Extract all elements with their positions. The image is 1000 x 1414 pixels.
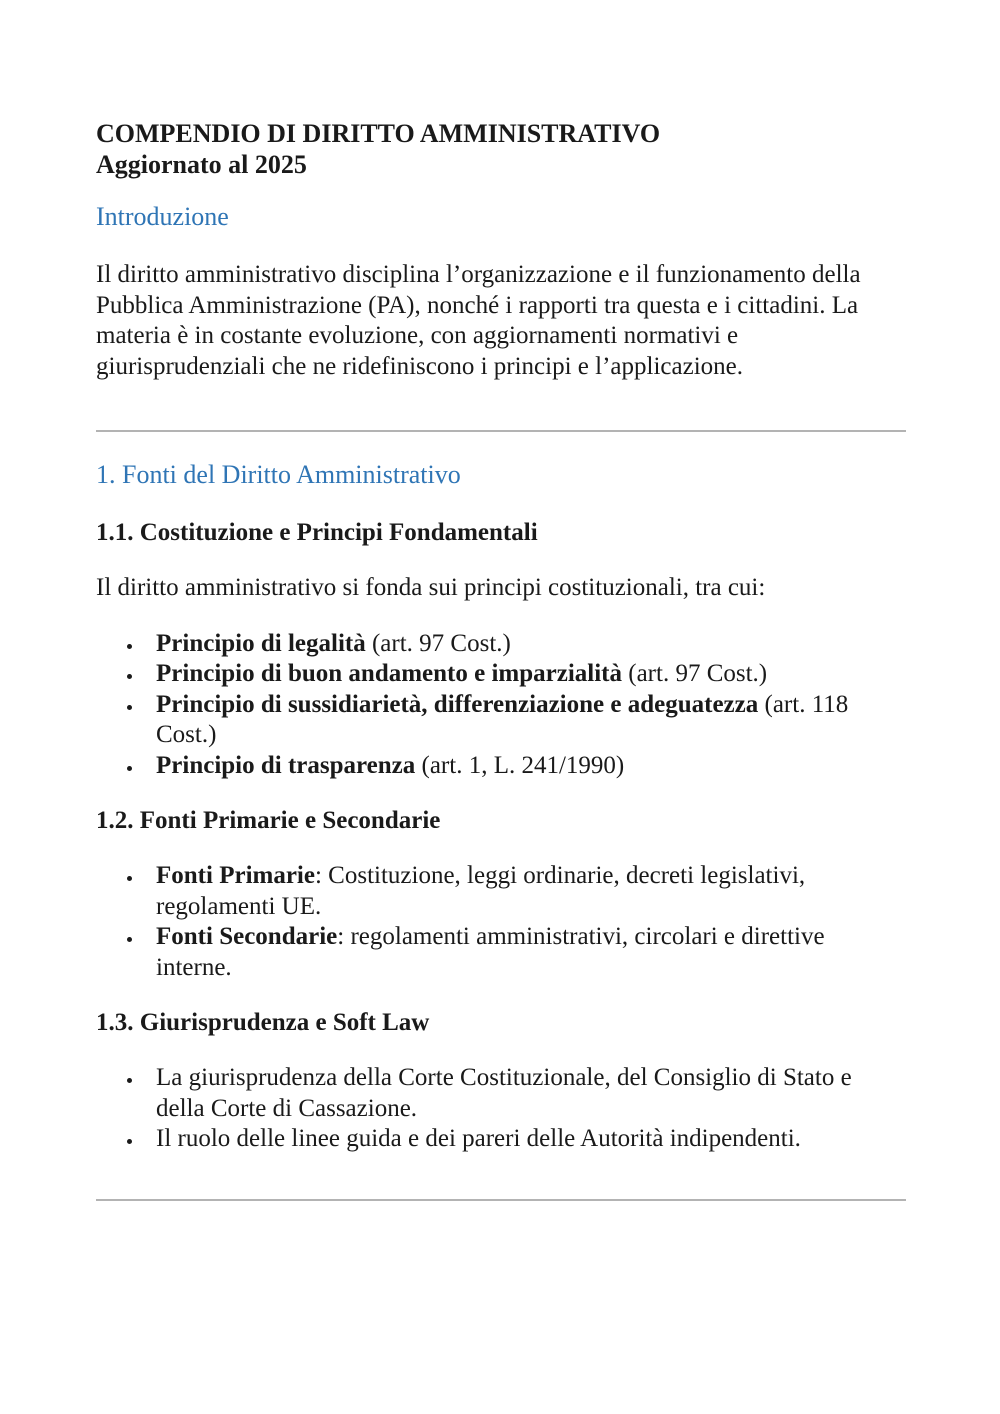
- list-item: [156, 659, 906, 690]
- subsection-1-1-paragraph: Il diritto amministrativo si fonda sui principi costituzionali, tra cui:: [96, 574, 766, 601]
- subsection-1-1-heading: 1.1. Costituzione e Principi Fondamentali: [96, 519, 538, 546]
- list-item: [156, 922, 906, 983]
- list-item: Il ruolo delle linee guida e dei pareri delle Autorità indipendenti.: [156, 1124, 906, 1155]
- title-line-subtitle: Aggiornato al 2025: [96, 150, 307, 179]
- document-title: [96, 118, 906, 180]
- document-page: [96, 118, 906, 1201]
- subsection-1-2-heading: 1.2. Fonti Primarie e Secondarie: [96, 807, 441, 834]
- list-item: [156, 861, 906, 922]
- list-item: La giurisprudenza della Corte Costituzionale, del Consiglio di Stato e della Corte di Cassazione.: [156, 1063, 906, 1124]
- list-item-text: : regolamenti amministrativi, circolari e direttive interne.: [156, 923, 825, 981]
- list-item: [156, 690, 906, 751]
- list-item-text: (art. 118 Cost.): [156, 690, 849, 748]
- list-item-text: (art. 97 Cost.): [365, 629, 511, 657]
- list-item-text: (art. 1, L. 241/1990): [415, 751, 625, 779]
- list-item-text: (art. 97 Cost.): [622, 660, 768, 687]
- jurisprudence-list: [96, 1063, 906, 1155]
- list-item-bold: Fonti Secondarie: [156, 923, 338, 950]
- list-item: [156, 751, 906, 782]
- principles-list: [96, 629, 906, 782]
- intro-heading: Introduzione: [96, 202, 229, 231]
- list-item-bold: Principio di trasparenza: [156, 751, 416, 779]
- section-divider: [96, 430, 906, 432]
- intro-paragraph: Il diritto amministrativo disciplina l’organizzazione e il funzionamento della Pubblica Amministrazione (PA), nonché i rapporti tra questa e i cittadini. La materia è in costante evoluzione, con aggiornamenti normativi e giurisprudenziali che ne ridefiniscono i principi e l’applicazione.: [96, 261, 861, 380]
- sources-list: [96, 861, 906, 983]
- list-item-bold: Fonti Primarie: [156, 862, 315, 889]
- list-item-bold: Principio di sussidiarietà, differenziazione e adeguatezza: [156, 690, 759, 718]
- list-item-text: : Costituzione, leggi ordinarie, decreti legislativi, regolamenti UE.: [156, 862, 806, 920]
- section-divider: [96, 1199, 906, 1201]
- list-item-bold: Principio di buon andamento e imparzialità: [156, 660, 623, 687]
- list-item: [156, 629, 906, 660]
- list-item-bold: Principio di legalità: [156, 629, 366, 657]
- title-line-main: COMPENDIO DI DIRITTO AMMINISTRATIVO: [96, 119, 661, 148]
- subsection-1-3-heading: 1.3. Giurisprudenza e Soft Law: [96, 1009, 430, 1036]
- section-1-heading: 1. Fonti del Diritto Amministrativo: [96, 460, 461, 489]
